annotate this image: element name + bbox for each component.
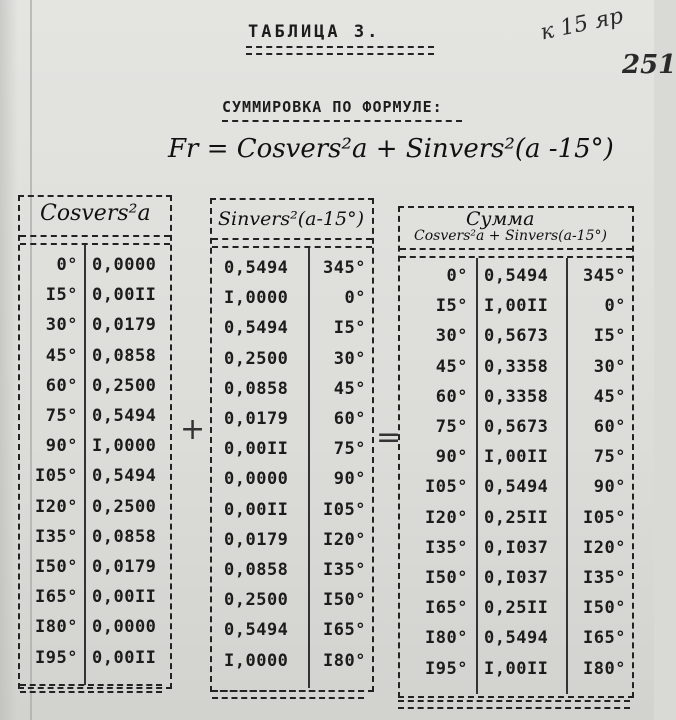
value-cell: 0,0000 — [92, 255, 157, 275]
angle-cell-2: I80° — [583, 658, 626, 679]
table-row — [400, 447, 632, 477]
table-row — [20, 285, 170, 315]
table-cosvers-bottom-rule — [20, 684, 162, 693]
value-cell: I,00II — [484, 658, 549, 679]
angle-cell-2: 45° — [593, 386, 626, 407]
value-cell: 0,25II — [484, 598, 549, 619]
value-cell: 0,5494 — [484, 266, 549, 286]
table-row — [212, 379, 372, 409]
value-cell: 0,0179 — [92, 315, 157, 336]
angle-cell: I05° — [323, 499, 366, 520]
table-row — [400, 628, 632, 658]
value-cell: 0,3358 — [484, 356, 549, 377]
angle-cell: 30° — [435, 326, 468, 347]
table-row — [212, 409, 372, 439]
table-sum-header-line2: Cosvers²a + Sinvers(a-15°) — [414, 228, 607, 244]
angle-cell: 90° — [333, 469, 366, 490]
value-cell: 0,5494 — [224, 620, 289, 641]
angle-cell: I5° — [333, 318, 366, 339]
table-row — [20, 557, 170, 587]
value-cell: 0,0000 — [92, 617, 157, 638]
angle-cell: I80° — [35, 617, 78, 638]
value-cell: I,0000 — [92, 436, 157, 457]
angle-cell: 0° — [446, 266, 468, 286]
subtitle: СУММИРОВКА ПО ФОРМУЛЕ: — [222, 98, 443, 116]
angle-cell-2: I05° — [583, 507, 626, 528]
table-row — [20, 346, 170, 376]
value-cell: 0,0858 — [92, 345, 157, 366]
value-cell: 0,25II — [484, 507, 549, 528]
equals-sign: = — [376, 420, 402, 455]
table-sum — [398, 206, 634, 698]
table-sum-header-line1: Сумма — [466, 208, 535, 230]
angle-cell: 30° — [45, 315, 78, 336]
angle-cell-2: 60° — [593, 417, 626, 437]
table-row — [400, 477, 632, 507]
subtitle-underline — [222, 120, 462, 122]
angle-cell: 75° — [435, 417, 468, 437]
table-row — [20, 376, 170, 406]
table-row — [20, 648, 170, 678]
value-cell: 0,5494 — [92, 466, 157, 487]
value-cell: 0,I037 — [484, 537, 549, 558]
title-double-underline — [246, 46, 434, 55]
angle-cell: 90° — [435, 447, 468, 468]
header-separator — [212, 238, 372, 248]
table-row — [212, 288, 372, 318]
value-cell: 0,00II — [92, 647, 157, 668]
value-cell: I,00II — [484, 296, 549, 317]
table-row — [212, 439, 372, 469]
angle-cell: I65° — [425, 598, 468, 619]
table-cosvers — [18, 195, 172, 689]
table-row — [20, 466, 170, 496]
table-row — [20, 617, 170, 647]
value-cell: 0,00II — [224, 499, 289, 520]
value-cell: 0,I037 — [484, 568, 549, 588]
page-title: ТАБЛИЦА 3. — [248, 22, 381, 42]
table-row — [212, 318, 372, 348]
table-row — [20, 497, 170, 527]
angle-cell: I80° — [425, 628, 468, 649]
angle-cell: I50° — [323, 590, 366, 611]
value-cell: 0,0858 — [224, 560, 289, 580]
value-cell: 0,0179 — [224, 409, 289, 429]
table-row — [400, 387, 632, 417]
angle-cell: 75° — [333, 439, 366, 460]
value-cell: 0,5494 — [484, 477, 549, 498]
angle-cell-2: 90° — [593, 477, 626, 498]
header-separator — [400, 248, 632, 258]
angle-cell: 60° — [333, 409, 366, 429]
angle-cell: 60° — [435, 386, 468, 407]
table-row — [20, 587, 170, 617]
angle-cell: I20° — [425, 507, 468, 528]
table-row — [20, 527, 170, 557]
value-cell: I,00II — [484, 447, 549, 468]
value-cell: 0,2500 — [224, 348, 289, 369]
angle-cell: I35° — [323, 560, 366, 580]
angle-cell: I50° — [425, 568, 468, 588]
angle-cell-2: I20° — [583, 537, 626, 558]
table-sinvers — [210, 198, 374, 692]
formula: Fr = Cosvers²a + Sinvers²(a -15°) — [168, 134, 614, 164]
value-cell: 0,0179 — [92, 557, 157, 577]
angle-cell-2: 75° — [593, 447, 626, 468]
value-cell: 0,00II — [92, 285, 157, 306]
angle-cell: 75° — [45, 406, 78, 426]
value-cell: 0,5494 — [224, 318, 289, 339]
angle-cell: I05° — [425, 477, 468, 498]
angle-cell: I5° — [435, 296, 468, 317]
table-row — [212, 469, 372, 499]
angle-cell-2: I35° — [583, 568, 626, 588]
angle-cell-2: I65° — [583, 628, 626, 649]
angle-cell-2: 30° — [593, 356, 626, 377]
table-row — [400, 568, 632, 598]
table-row — [400, 598, 632, 628]
plus-sign: + — [180, 412, 206, 447]
table-row — [400, 326, 632, 356]
angle-cell: I65° — [323, 620, 366, 641]
angle-cell-2: 345° — [583, 266, 626, 286]
table-row — [20, 315, 170, 345]
value-cell: 0,2500 — [92, 496, 157, 517]
table-row — [400, 357, 632, 387]
table-row — [212, 620, 372, 650]
table-row — [20, 406, 170, 436]
value-cell: 0,00II — [92, 587, 157, 608]
table-row — [212, 500, 372, 530]
handwritten-note: к 15 яр — [538, 3, 626, 46]
table-sum-bottom-rule — [398, 700, 630, 709]
value-cell: 0,0179 — [224, 529, 289, 550]
table-row — [400, 659, 632, 689]
angle-cell: I35° — [425, 537, 468, 558]
value-cell: 0,5673 — [484, 417, 549, 437]
table-row — [212, 530, 372, 560]
table-row — [400, 538, 632, 568]
angle-cell: 30° — [333, 348, 366, 369]
angle-cell: I05° — [35, 466, 78, 487]
angle-cell: I95° — [35, 647, 78, 668]
angle-cell: I50° — [35, 557, 78, 577]
value-cell: 0,0858 — [224, 378, 289, 399]
angle-cell: I35° — [35, 526, 78, 547]
value-cell: 0,5494 — [224, 258, 289, 278]
table-sinvers-header: Sinvers²(a-15°) — [218, 208, 365, 230]
table-sinvers-bottom-rule — [212, 690, 364, 699]
value-cell: I,0000 — [224, 650, 289, 671]
page-number: 251 — [622, 50, 676, 80]
value-cell: 0,3358 — [484, 386, 549, 407]
value-cell: 0,5494 — [92, 406, 157, 426]
angle-cell: I80° — [323, 650, 366, 671]
value-cell: 0,0000 — [224, 469, 289, 490]
angle-cell-2: I50° — [583, 598, 626, 619]
angle-cell-2: 0° — [604, 296, 626, 317]
value-cell: I,0000 — [224, 288, 289, 309]
angle-cell: I20° — [323, 529, 366, 550]
table-row — [212, 651, 372, 681]
value-cell: 0,2500 — [92, 375, 157, 396]
angle-cell: 0° — [56, 255, 78, 275]
table-row — [212, 560, 372, 590]
value-cell: 0,5673 — [484, 326, 549, 347]
angle-cell: I20° — [35, 496, 78, 517]
table-row — [212, 349, 372, 379]
angle-cell: 45° — [333, 378, 366, 399]
table-row — [212, 590, 372, 620]
table-row — [400, 266, 632, 296]
angle-cell: I65° — [35, 587, 78, 608]
table-row — [212, 258, 372, 288]
table-row — [400, 508, 632, 538]
angle-cell: 45° — [45, 345, 78, 366]
value-cell: 0,5494 — [484, 628, 549, 649]
table-row — [20, 436, 170, 466]
header-separator — [20, 235, 170, 245]
table-row — [400, 417, 632, 447]
angle-cell: I5° — [45, 285, 78, 306]
angle-cell: 90° — [45, 436, 78, 457]
value-cell: 0,00II — [224, 439, 289, 460]
value-cell: 0,2500 — [224, 590, 289, 611]
value-cell: 0,0858 — [92, 526, 157, 547]
angle-cell: I95° — [425, 658, 468, 679]
table-cosvers-header: Cosvers²a — [40, 201, 151, 226]
angle-cell-2: I5° — [593, 326, 626, 347]
angle-cell: 60° — [45, 375, 78, 396]
angle-cell: 45° — [435, 356, 468, 377]
table-row — [400, 296, 632, 326]
angle-cell: 0° — [344, 288, 366, 309]
page-edge-shadow — [0, 0, 18, 720]
angle-cell: 345° — [323, 258, 366, 278]
table-row — [20, 255, 170, 285]
